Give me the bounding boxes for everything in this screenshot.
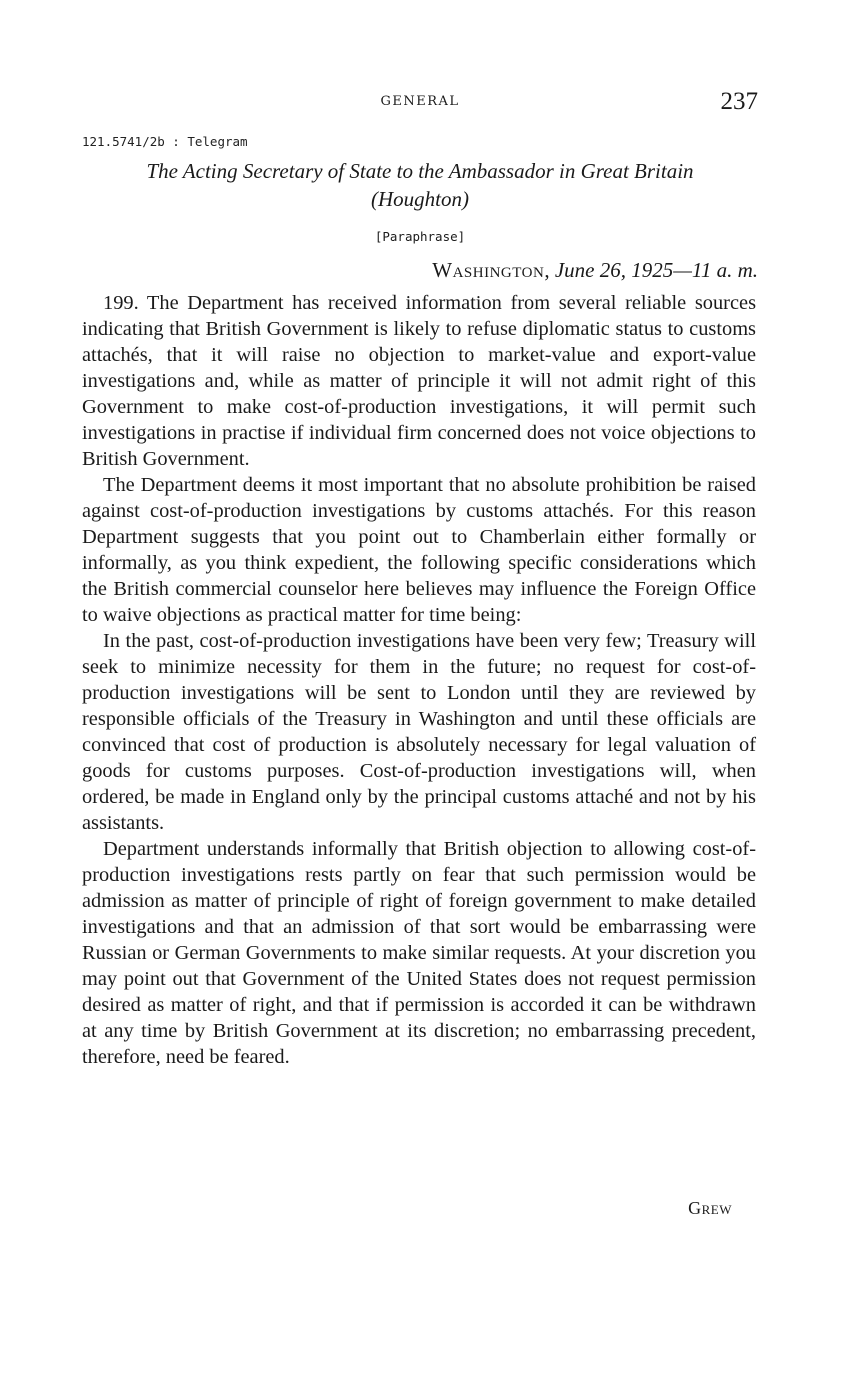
dateline-place: Washington: [432, 258, 545, 282]
paragraph-3: In the past, cost-of-production investigations have been very few; Treasury will seek to minimize necessity for them in the future; no request for cost-of-production investigations will be sent to London until they are reviewed by responsible officials of the Treasury in Washington and until these officials are convinced that cost of production is absolutely necessary for legal valuation of goods for customs purposes. Cost-of-production investigations will, when ordered, be made in England only by the principal customs attaché and not by his assistants.: [82, 630, 756, 834]
dateline: Washington, June 26, 1925—11 a. m.: [432, 258, 758, 282]
paraphrase-note: [Paraphrase]: [374, 229, 466, 244]
file-reference: 121.5741/2b : Telegram: [82, 134, 248, 149]
paragraph-4: Department understands informally that British objection to allowing cost-of-production investigations rests partly on fear that such permission would be admission as matter of principle of right of foreign government to make detailed investigations and that an admission of that sort would be embarrassing were Russian or German Governments to make similar requests. At your discretion you may point out that Government of the United States does not request permission desired as matter of right, and that if permission is accorded it can be withdrawn at any time by British Government at its discretion; no embarrassing precedent, therefore, need be feared.: [82, 838, 756, 1068]
paragraph-1: 199. The Department has received information from several reliable sources indicating that British Government is likely to refuse diplomatic status to customs attachés, that it will raise no objection to market-value and export-value investigations and, while as matter of principle it will not admit right of this Government to make cost-of-production investigations, it will permit such investigations in practise if individual firm concerned does not voice objections to British Government.: [82, 292, 756, 470]
dateline-date: June 26, 1925—11 a. m.: [554, 258, 758, 282]
running-head: [82, 88, 758, 118]
signature: Grew: [688, 1198, 732, 1218]
title-line-1: The Acting Secretary of State to the Ambassador in Great Britain: [146, 159, 694, 183]
paragraph-2: The Department deems it most important that no absolute prohibition be raised against cost-of-production investigations by customs attachés. For this reason Department suggests that you point out to Chamberlain either formally or informally, as you think expedient, the following specific considerations which the British commercial counselor here believes may influence the Foreign Office to waive objections as practical matter for time being:: [82, 474, 756, 626]
telegram-body: [82, 290, 756, 1070]
title-line-2: (Houghton): [371, 187, 469, 211]
page-number: 237: [720, 88, 758, 115]
running-title: GENERAL: [380, 94, 460, 109]
document-title: [82, 157, 758, 213]
